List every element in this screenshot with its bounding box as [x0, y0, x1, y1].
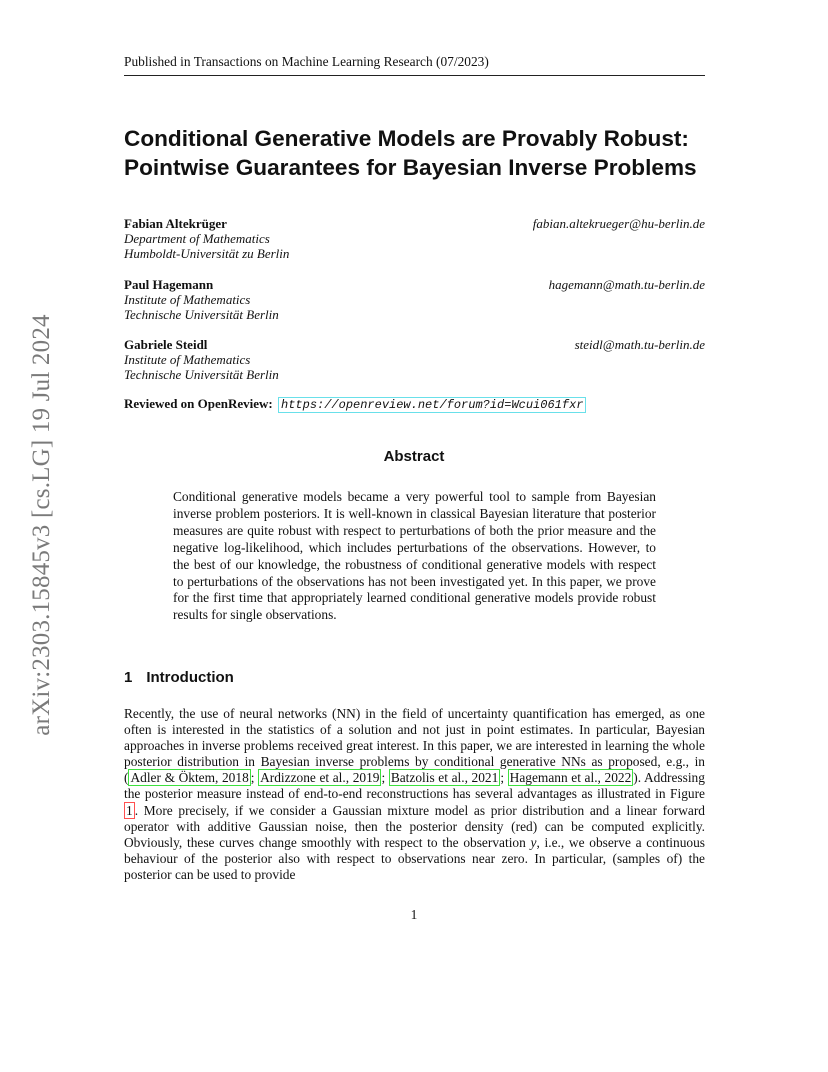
- author-affiliation: Institute of Mathematics: [124, 292, 251, 307]
- intro-text: . More precisely, if we consider a Gaussian mixture model as prior distribution and a linear forward operator with additive Gaussian noise, then the posterior density (red) can be computed explicitly. Obviously, these curves change smoothly with respect to the observation: [124, 802, 705, 850]
- author-block-3: [124, 337, 705, 382]
- author-name: Gabriele Steidl: [124, 337, 208, 352]
- abstract-heading: Abstract: [383, 448, 445, 465]
- citation-link[interactable]: Batzolis et al., 2021: [390, 770, 499, 786]
- author-name: Fabian Altekrüger: [124, 216, 227, 231]
- intro-text: ). Addressing the posterior measure instead of end-to-end reconstructions has several advantages as illustrated in Figure: [124, 770, 705, 802]
- citation-separator: ;: [381, 770, 389, 786]
- page-number: 1: [410, 907, 418, 922]
- figure-reference-link[interactable]: 1: [126, 802, 133, 818]
- author-affiliation: Humboldt-Universität zu Berlin: [124, 246, 290, 261]
- citation-link[interactable]: Hagemann et al., 2022: [509, 770, 632, 786]
- intro-paragraph: [124, 706, 705, 883]
- citation-separator: ;: [500, 770, 508, 786]
- author-affiliation: Department of Mathematics: [124, 231, 270, 246]
- section-number: 1: [124, 669, 133, 686]
- author-block-2: [124, 277, 705, 322]
- author-block-1: [124, 216, 705, 261]
- intro-text: Recently, the use of neural networks (NN) in the field of uncertainty quantification has emerged, as one often is interested in the statistics of a solution and not just in point estimates. In particular, Bayesian approaches in inverse problems received great interest. In this paper, we are interested in learning the whole posterior distribution in Bayesian inverse problems by conditional generative NNs as proposed, e.g., in (: [124, 706, 705, 786]
- title-line-1: Conditional Generative Models are Provably Robust:: [124, 126, 689, 151]
- author-email[interactable]: hagemann@math.tu-berlin.de: [548, 277, 705, 292]
- author-affiliation: Technische Universität Berlin: [124, 367, 279, 382]
- openreview-link[interactable]: https://openreview.net/forum?id=Wcui061fxr: [278, 397, 586, 413]
- author-affiliation: Technische Universität Berlin: [124, 307, 279, 322]
- running-header: Published in Transactions on Machine Learning Research (07/2023): [124, 54, 705, 76]
- arxiv-stamp: arXiv:2303.15845v3 [cs.LG] 19 Jul 2024: [28, 314, 55, 736]
- citation-separator: ;: [250, 770, 259, 786]
- intro-text: , i.e., we observe a continuous behaviour of the posterior also with respect to observations near zero. In particular, (samples of) the posterior can be used to provide: [124, 834, 706, 882]
- author-affiliation: Institute of Mathematics: [124, 352, 251, 367]
- review-label: Reviewed on OpenReview:: [124, 396, 273, 411]
- author-name: Paul Hagemann: [124, 277, 214, 292]
- paper-title: [124, 124, 724, 182]
- section-heading: [124, 669, 234, 686]
- author-email[interactable]: steidl@math.tu-berlin.de: [574, 337, 705, 352]
- math-variable: y: [530, 834, 537, 850]
- citation-link[interactable]: Ardizzone et al., 2019: [260, 770, 380, 786]
- abstract-text: Conditional generative models became a very powerful tool to sample from Bayesian inverse problem posteriors. It is well-known in classical Bayesian literature that posterior measures are quite robust with respect to perturbations of both the prior measure and the negative log-likelihood, which includes perturbations of the observations. However, to the best of our knowledge, the robustness of conditional generative models with respect to perturbations of the observations has not been investigated yet. In this paper, we prove for the first time that appropriately learned conditional generative models provide robust results for single observations.: [173, 489, 656, 623]
- title-line-2: Pointwise Guarantees for Bayesian Inverse Problems: [124, 155, 697, 180]
- section-title: Introduction: [146, 669, 234, 686]
- author-email[interactable]: fabian.altekrueger@hu-berlin.de: [532, 216, 705, 231]
- citation-link[interactable]: Adler & Öktem, 2018: [130, 770, 249, 786]
- review-line: [124, 396, 586, 412]
